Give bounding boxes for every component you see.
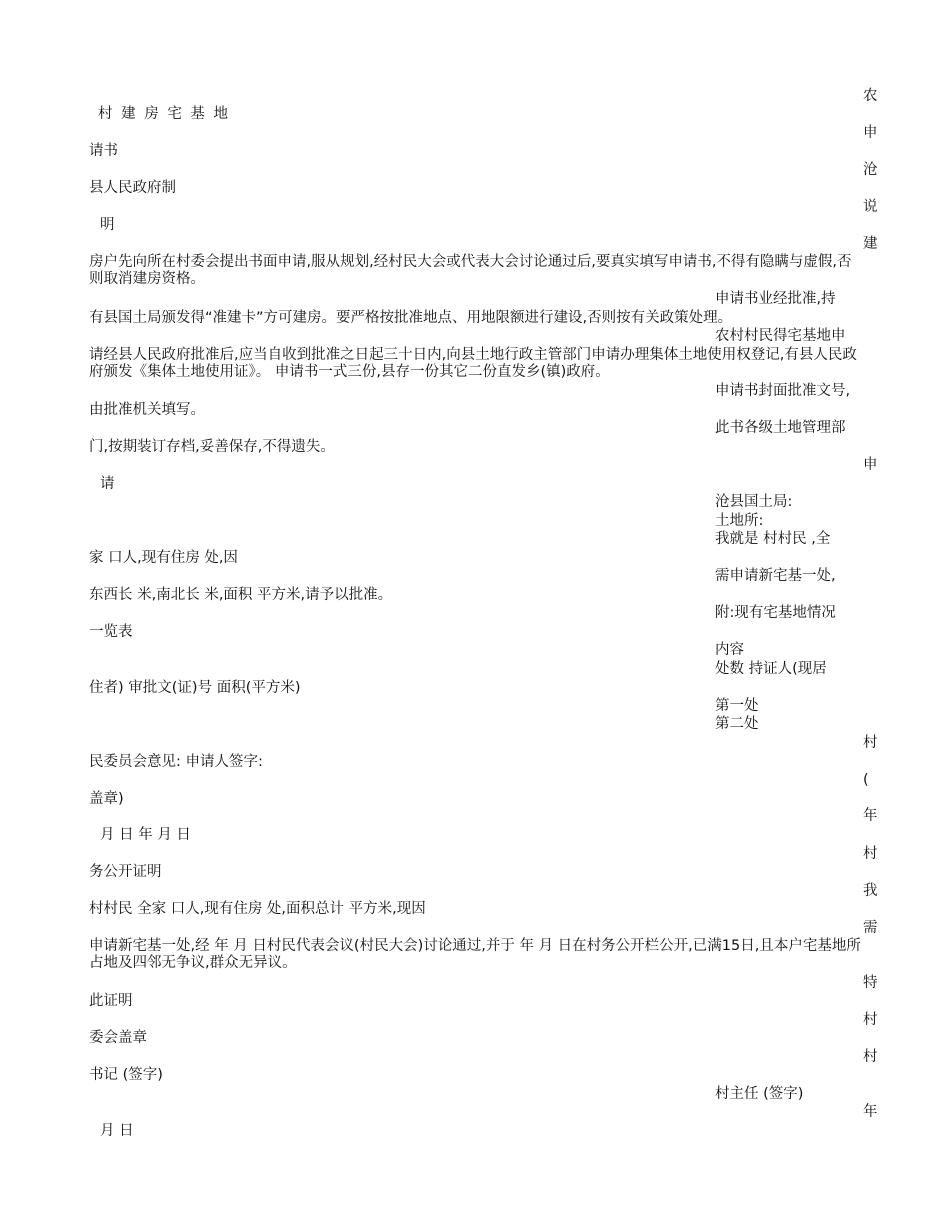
- proof-line-2: 申请新宅基一处,经 年 月 日村民代表会议(村民大会)讨论通过,并于 年 月 日在村务公开栏公开,已满15日,且本户宅基地所占地及四邻无争议,群众无异议。: [89, 938, 861, 971]
- table-header: 住者) 审批文(证)号 面积(平方米): [89, 680, 301, 696]
- note-3: 请经县人民政府批准后,应当自收到批准之日起三十日内,向县土地行政主管部门申请办理集体土地使用权登记,有县人民政府颁发《集体土地使用证》。 申请书一式三份,县存一份其它二份直发乡(镇)政府。: [89, 347, 857, 380]
- vertical-char: 村: [863, 1049, 878, 1065]
- right-line-9: 附:现有宅基地情况: [715, 605, 836, 621]
- right-line-1: 申请书业经批准,持: [715, 291, 836, 307]
- size-line: 东西长 米,南北长 米,面积 平方米,请予以批准。: [89, 587, 393, 603]
- vertical-char: 村: [863, 735, 878, 751]
- final-date: 月 日: [100, 1123, 134, 1139]
- table-row-1: 第一处: [715, 698, 759, 714]
- village-head-signature: 村主任 (签字): [715, 1086, 804, 1102]
- proof-line-3: 此证明: [89, 993, 133, 1009]
- vertical-char: 我: [863, 883, 878, 899]
- note-1: 房户先向所在村委会提出书面申请,服从规划,经村民大会或代表大会讨论通过后,要真实填写申请书,不得有隐瞒与虚假,否则取消建房资格。: [89, 254, 852, 287]
- vertical-char: 村: [863, 846, 878, 862]
- table-col-content: 内容: [715, 642, 744, 658]
- right-line-2: 农村村民得宅基地申: [715, 328, 846, 344]
- vertical-char: 需: [863, 920, 878, 936]
- vertical-char: 村: [863, 1012, 878, 1028]
- proof-heading: 务公开证明: [89, 864, 162, 880]
- right-line-3: 申请书封面批准文号,: [715, 383, 851, 399]
- table-heading: 一览表: [89, 624, 133, 640]
- issuer: 县人民政府制: [89, 180, 176, 196]
- vertical-char: 年: [863, 1104, 878, 1120]
- right-line-4: 此书各级土地管理部: [715, 420, 846, 436]
- proof-line-1: 村村民 全家 口人,现有住房 处,面积总计 平方米,现因: [89, 901, 426, 917]
- note-4: 由批准机关填写。: [89, 402, 205, 418]
- secretary-signature: 书记 (签字): [89, 1067, 163, 1083]
- land-office: 土地所:: [715, 513, 764, 529]
- vertical-char: 建: [863, 236, 878, 252]
- date-line: 月 日 年 月 日: [100, 827, 191, 843]
- table-col-count: 处数 持证人(现居: [715, 661, 827, 677]
- addressee: 沧县国土局:: [715, 494, 793, 510]
- right-line-8: 需申请新宅基一处,: [715, 568, 836, 584]
- family-line: 家 口人,现有住房 处,因: [89, 550, 238, 566]
- committee-seal: 委会盖章: [89, 1030, 147, 1046]
- document-title-suffix: 请书: [89, 143, 118, 159]
- vertical-char: (: [863, 772, 869, 788]
- vertical-char: 沧: [863, 162, 878, 178]
- note-2: 有县国土局颁发得“准建卡”方可建房。要严格按批准地点、用地限额进行建设,否则按有关政策处理。: [89, 310, 733, 326]
- note-5: 门,按期装订存档,妥善保存,不得遗失。: [89, 439, 335, 455]
- vertical-char: 申: [863, 125, 878, 141]
- right-line-7: 我就是 村村民 ,全: [715, 531, 831, 547]
- vertical-char: 农: [863, 88, 878, 104]
- vertical-char: 特: [863, 975, 878, 991]
- vertical-char: 说: [863, 199, 878, 215]
- table-row-2: 第二处: [715, 716, 759, 732]
- committee-opinion: 民委员会意见: 申请人签字:: [89, 754, 263, 770]
- notes-heading: 明: [100, 217, 115, 233]
- vertical-char: 申: [863, 457, 878, 473]
- vertical-char: 年: [863, 808, 878, 824]
- application-heading: 请: [100, 476, 115, 492]
- document-title: 村 建 房 宅 基 地: [98, 106, 231, 122]
- seal-line: 盖章): [89, 791, 124, 807]
